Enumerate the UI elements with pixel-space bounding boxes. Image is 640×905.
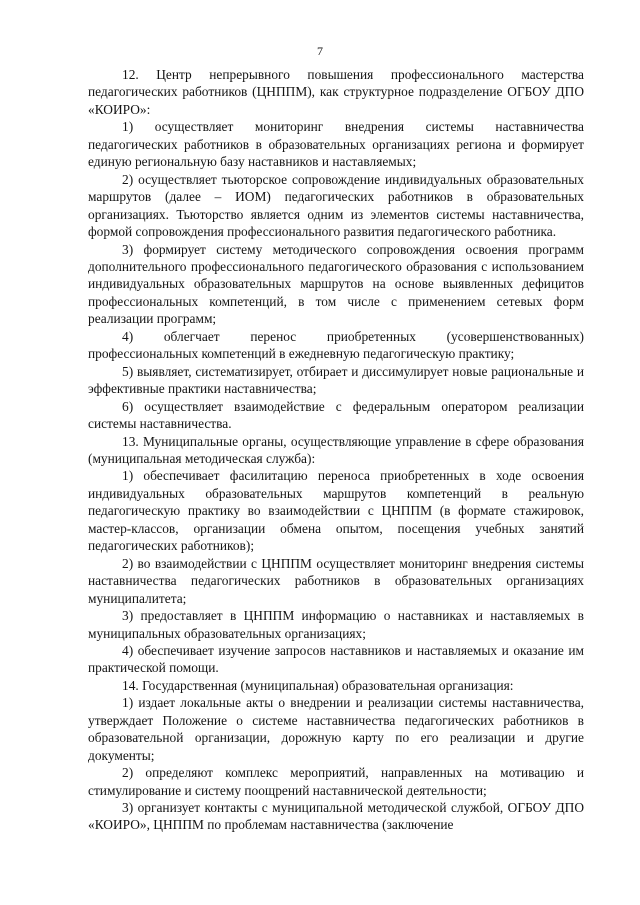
paragraph: 3) формирует систему методического сопровождения освоения программ дополнительного профессионального педагогического образования с использованием индивидуальных образовательных маршрутов на основе выявленных дефицитов профессиональных компетенций, в том числе с применением сетевых форм реализации программ; (88, 241, 584, 327)
paragraph: 2) определяют комплекс мероприятий, направленных на мотивацию и стимулирование и систему поощрений наставнической деятельности; (88, 765, 584, 798)
page-number: 7 (317, 44, 323, 58)
paragraph: 12. Центр непрерывного повышения профессионального мастерства педагогических работников (ЦНППМ), как структурное подразделение ОГБОУ ДПО «КОИРО»: (88, 67, 584, 117)
paragraph: 6) осуществляет взаимодействие с федеральным оператором реализации системы наставничества. (88, 398, 584, 432)
paragraph: 3) предоставляет в ЦНППМ информацию о наставниках и наставляемых в муниципальных образовательных организациях; (88, 608, 584, 641)
paragraph: 13. Муниципальные органы, осуществляющие управление в сфере образования (муниципальная методическая служба): (88, 433, 584, 466)
document-body (88, 66, 584, 834)
paragraph: 4) обеспечивает изучение запросов наставников и наставляемых и оказание им практической помощи. (88, 642, 584, 676)
paragraph: 1) осуществляет мониторинг внедрения системы наставничества педагогических работников в образовательных организациях региона и формирует единую региональную базу наставников и наставляемых; (88, 119, 584, 170)
paragraph: 4) облегчает перенос приобретенных (усовершенствованных) профессиональных компетенций в ежедневную педагогическую практику; (88, 328, 584, 362)
paragraph: 1) издает локальные акты о внедрении и реализации системы наставничества, утверждает Положение о системе наставничества педагогических работников в образовательной организации, дорожную карту по его реализации и другие документы; (88, 695, 584, 763)
paragraph: 5) выявляет, систематизирует, отбирает и диссимулирует новые рациональные и эффективные практики наставничества; (88, 363, 584, 397)
paragraph: 14. Государственная (муниципальная) образовательная организация: (122, 677, 514, 693)
paragraph: 1) обеспечивает фасилитацию переноса приобретенных в ходе освоения индивидуальных образовательных маршрутов компетенций в реальную педагогическую практику во взаимодействии с ЦНППМ (в формате стажировок, мастер-классов, организации обмена опытом, посещения учебных занятий педагогических работников); (88, 468, 584, 554)
paragraph: 2) во взаимодействии с ЦНППМ осуществляет мониторинг внедрения системы наставничества педагогических работников в образовательных организациях муниципалитета; (88, 555, 584, 606)
paragraph: 2) осуществляет тьюторское сопровождение индивидуальных образовательных маршрутов (далее – ИОМ) педагогических работников в образовательных организациях. Тьюторство является одним из элементов системы наставничества, формой сопровождения профессионального развития педагогического работника. (88, 171, 584, 240)
paragraph: 3) организует контакты с муниципальной методической службой, ОГБОУ ДПО «КОИРО», ЦНППМ по проблемам наставничества (заключение (88, 800, 584, 833)
